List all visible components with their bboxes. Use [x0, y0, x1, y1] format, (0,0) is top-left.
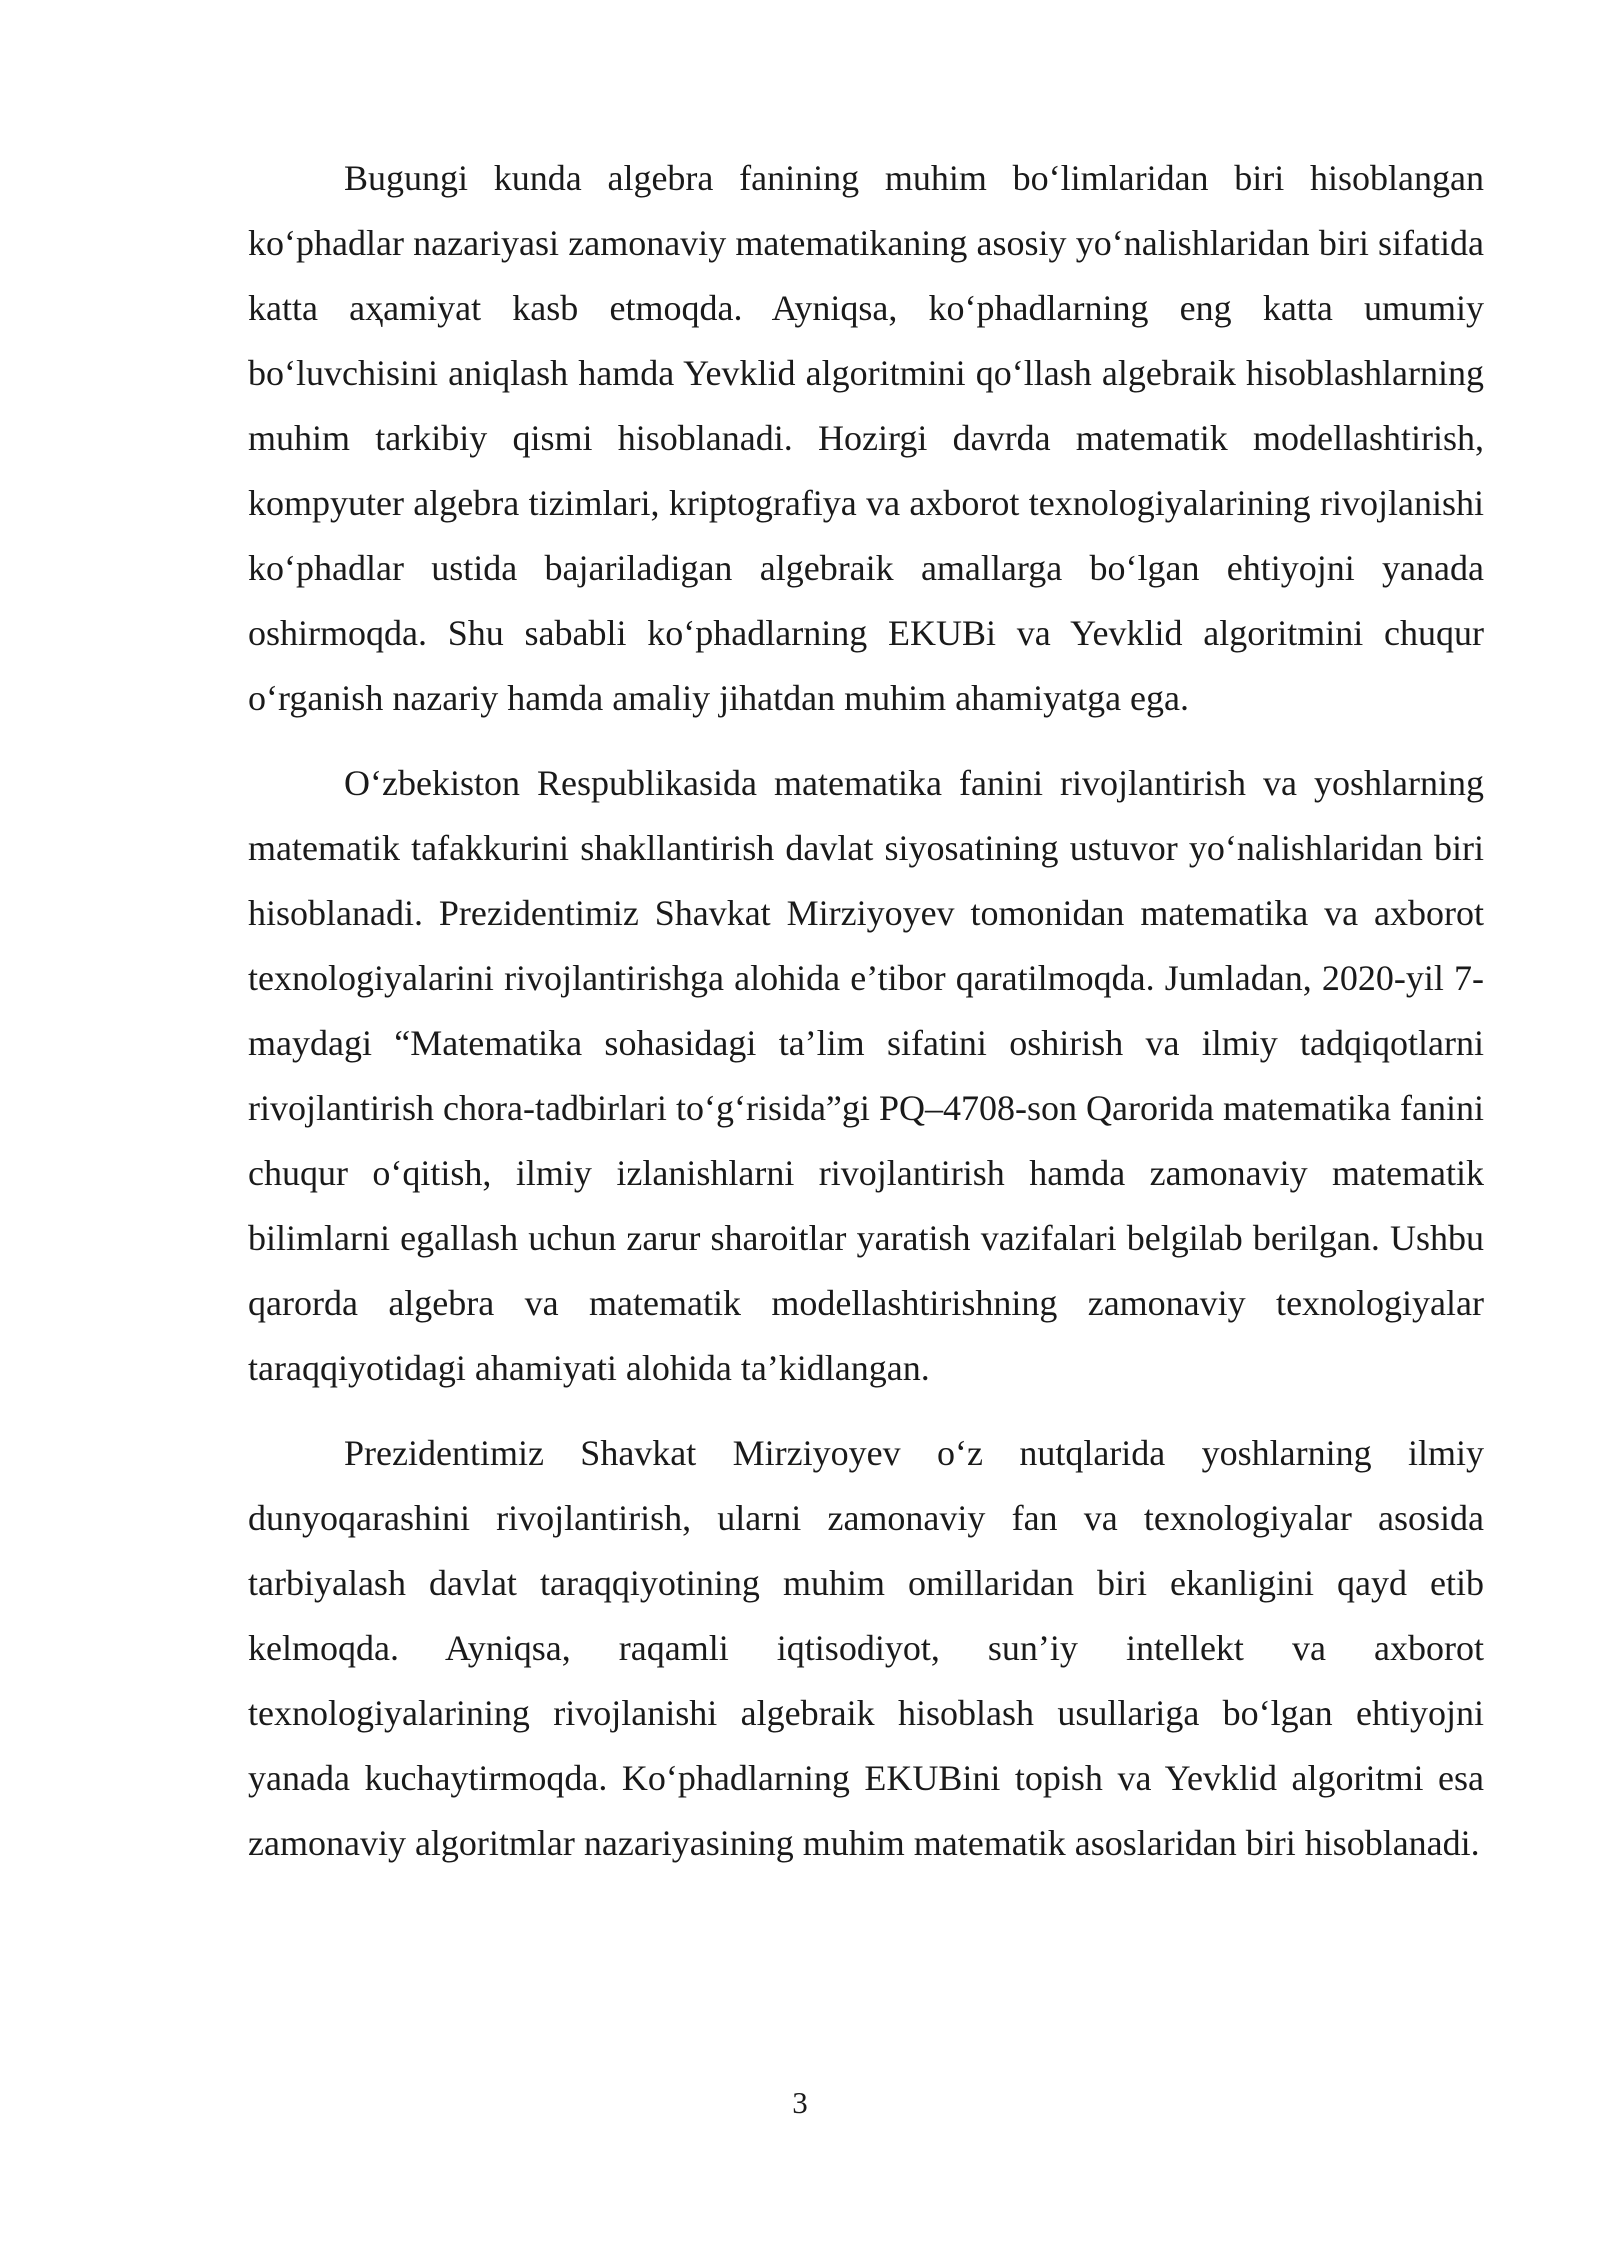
document-body: [248, 146, 1484, 1896]
paragraph-state-policy: O‘zbekiston Respublikasida matematika fanini rivojlantirish va yoshlarning matematik tafakkurini shakllantirish davlat siyosatining ustuvor yo‘nalishlaridan biri hisoblanadi. Prezidentimiz Shavkat Mirziyoyev tomonidan matematika va axborot texnologiyalarini rivojlantirishga alohida e’tibor qaratilmoqda. Jumladan, 2020-yil 7-maydagi “Matematika sohasidagi ta’lim sifatini oshirish va ilmiy tadqiqotlarni rivojlantirish chora-tadbirlari to‘g‘risida”gi PQ–4708-son Qarorida matematika fanini chuqur o‘qitish, ilmiy izlanishlarni rivojlantirish hamda zamonaviy matematik bilimlarni egallash uchun zarur sharoitlar yaratish vazifalari belgilab berilgan. Ushbu qarorda algebra va matematik modellashtirishning zamonaviy texnologiyalar taraqqiyotidagi ahamiyati alohida ta’kidlangan.: [248, 763, 1484, 1388]
paragraph-president-speeches: Prezidentimiz Shavkat Mirziyoyev o‘z nutqlarida yoshlarning ilmiy dunyoqarashini rivojlantirish, ularni zamonaviy fan va texnologiyalar asosida tarbiyalash davlat taraqqiyotining muhim omillaridan biri ekanligini qayd etib kelmoqda. Ayniqsa, raqamli iqtisodiyot, sun’iy intellekt va axborot texnologiyalarining rivojlanishi algebraik hisoblash usullariga bo‘lgan ehtiyojni yanada kuchaytirmoqda. Ko‘phadlarning EKUBini topish va Yevklid algoritmi esa zamonaviy algoritmlar nazariyasining muhim matematik asoslaridan biri hisoblanadi.: [248, 1433, 1484, 1863]
page-number: 3: [792, 2085, 808, 2120]
paragraph-polynomials-intro: Bugungi kunda algebra fanining muhim bo‘limlaridan biri hisoblangan ko‘phadlar nazariyasi zamonaviy matematikaning asosiy yo‘nalishlaridan biri sifatida katta aҳamiyat kasb etmoqda. Ayniqsa, ko‘phadlarning eng katta umumiy bo‘luvchisini aniqlash hamda Yevklid algoritmini qo‘llash algebraik hisoblashlarning muhim tarkibiy qismi hisoblanadi. Hozirgi davrda matematik modellashtirish, kompyuter algebra tizimlari, kriptografiya va axborot texnologiyalarining rivojlanishi ko‘phadlar ustida bajariladigan algebraik amallarga bo‘lgan ehtiyojni yanada oshirmoqda. Shu sababli ko‘phadlarning EKUBi va Yevklid algoritmini chuqur o‘rganish nazariy hamda amaliy jihatdan muhim ahamiyatga ega.: [248, 158, 1484, 718]
